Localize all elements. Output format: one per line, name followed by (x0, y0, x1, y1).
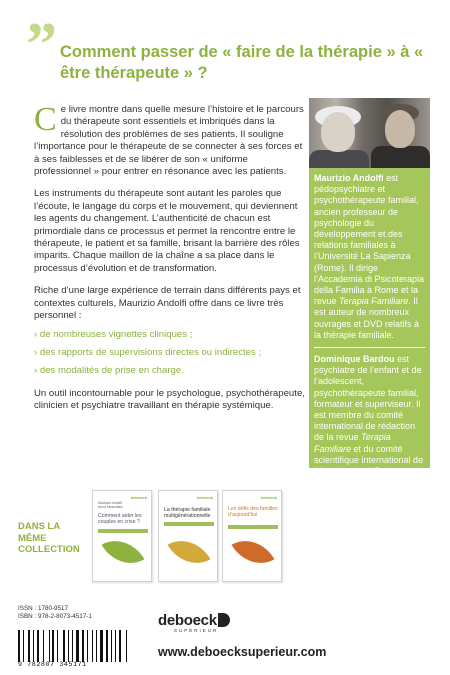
book-brand: deboeck (130, 495, 147, 500)
publisher-logo (158, 612, 230, 629)
collection-label: DANS LA MÊME COLLECTION (18, 521, 80, 555)
author2-bio: Dominique Bardou est psychiatre de l’enfant et de l’adolescent, psychothérapeute familial, formateur et superviseur. Il est membre du comité international de rédaction de la revue Terapia Familiare et du comité scientifique international de l’Accademia di Psicoterapia della Famiglia. Il a collaboré à l’élaboration des collections Family Therapy Masters Series et The Andolfi Lectures de l’Accademia Multimedia Library. (314, 354, 425, 555)
experience-paragraph: Riche d’une large expérience de terrain dans différents pays et contextes culturels, Maurizio Andolfi offre dans ce livre très personnel : (34, 285, 301, 322)
headline: Comment passer de « faire de la thérapie » à « être thérapeute » ? (60, 43, 424, 82)
author-bio-panel (309, 168, 430, 555)
leaf-icon (168, 530, 211, 574)
instruments-paragraph: Les instruments du thérapeute sont autant les paroles que l’écoute, le langage du corps et le mouvement, qui deviennent les agents du changement. L’authenticité de chacun est primordiale dans ce processus et permet la rencontre entre le thérapeute, le patient et sa famille, brisant la barrière des rôles imparits. Chaque maillon de la chaîne a sa place dans le processus d’évolution et de transformation. (34, 188, 300, 274)
collection-book-3[interactable] (222, 490, 282, 582)
book-title: Les défis des familles d’aujourd’hui (228, 506, 278, 519)
author1-name: Maurizio Andolfi (314, 173, 384, 183)
audience-paragraph: Un outil incontournable pour le psychologue, psychothérapeute, clinicien et psychiatre travaillant en thérapie systémique. (34, 387, 305, 412)
leaf-icon (232, 530, 275, 574)
collection-book-1[interactable] (92, 490, 152, 582)
publisher-website-link[interactable]: www.deboecksuperieur.com (158, 645, 327, 659)
isbn-block (18, 605, 92, 622)
book-brand: deboeck (260, 495, 277, 500)
feature-item: › de nombreuses vignettes cliniques ; (34, 328, 193, 340)
intro-paragraph (34, 101, 306, 178)
book-title: Comment aider les couples en crise ? (98, 513, 142, 526)
book-title: La thérapie familiale multigénérationnelle (164, 507, 211, 520)
author2-name: Dominique Bardou (314, 354, 395, 365)
author1-bio: Maurizio Andolfi est pédopsychiatre et psychothérapeute familial, ancien professeur de psychologie du développement et des relations familiales à l’Université La Sapienza (Rome). Il dirige l’Accademia di Psicoterapia della Familia à Rome et la revue Terapia Familiare. Il est auteur de nombreux ouvrages et DVD relatifs à la thérapie familiale. (314, 173, 425, 340)
issn-text: ISSN : 1780-9517 (18, 605, 69, 612)
intro-text: e livre montre dans quelle mesure l’histoire et le parcours du thérapeute sont essentiels et imbriqués dans la résolution des problèmes de ses patients. Il souligne l’importance pour le thérapeute de se connecter à ses forces et à ses faiblesses et de se libérer de son « uniforme professionnel » pour entrer en résonance avec les patients. (34, 104, 304, 178)
publisher-logo-mark (218, 613, 230, 627)
feature-item: › des rapports de supervisions directes ou indirectes ; (34, 346, 262, 358)
collection-book-2[interactable] (158, 490, 218, 582)
quote-mark: ” (26, 11, 57, 79)
authors-photo (309, 98, 430, 168)
barcode (18, 630, 130, 662)
main-text (34, 101, 306, 423)
book-author: Maurizio Andolfi Anna Mascellani (98, 501, 123, 509)
publisher-logo-text: deboeck (158, 612, 217, 629)
publisher-logo-sub: SUPÉRIEUR (174, 628, 219, 633)
barcode-number: 9 782807 345171 (18, 661, 87, 669)
book-brand: deboeck (196, 495, 213, 500)
feature-list (34, 329, 306, 378)
leaf-icon (102, 530, 145, 574)
feature-item: › des modalités de prise en charge. (34, 365, 184, 377)
drop-cap: C (34, 101, 57, 138)
isbn-text: ISBN : 978-2-8073-4517-1 (18, 613, 92, 621)
bio-divider (314, 347, 425, 348)
